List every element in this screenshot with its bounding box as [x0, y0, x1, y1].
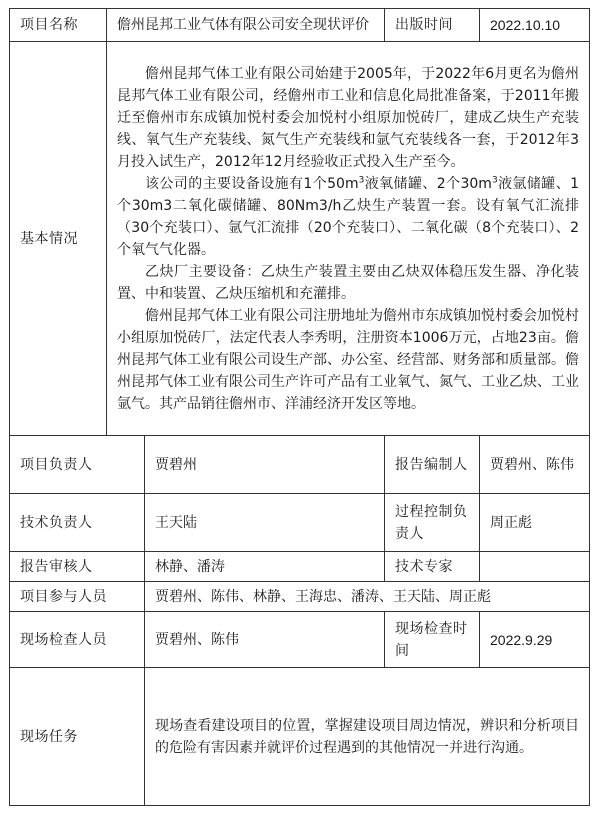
site-inspectors-value: 贾碧州、陈伟 — [145, 612, 385, 668]
publish-date-label: 出版时间 — [385, 9, 480, 42]
report-author-label: 报告编制人 — [385, 436, 480, 494]
table-row — [10, 582, 590, 612]
site-inspection-time-value: 2022.9.29 — [480, 612, 590, 668]
table-row — [10, 494, 590, 552]
project-info-table — [9, 8, 590, 806]
project-members-value: 贾碧州、陈伟、林静、王海忠、潘涛、王天陆、周正彪 — [145, 582, 590, 612]
basic-info-paragraph-3: 乙炔厂主要设备：乙炔生产装置主要由乙炔双体稳压发生器、净化装置、中和装置、乙炔压缩机和充灌排。 — [117, 263, 579, 302]
project-name-label: 项目名称 — [10, 9, 107, 42]
basic-info-label: 基本情况 — [10, 42, 107, 436]
superscript-3: 3 — [358, 174, 365, 185]
site-task-value: 现场查看建设项目的位置，掌握建设项目周边情况，辨识和分析项目的危险有害因素并就评价过程遇到的其他情况一并进行沟通。 — [145, 668, 590, 806]
publish-date-value: 2022.10.10 — [480, 9, 590, 42]
paragraph-2-text-c: 液氩储罐、1个30m3二氧化碳储罐、80Nm3/h乙炔生产装置一套。设有氧气汇流排（30个充装口）、氩气汇流排（20个充装口）、二氧化碳（8个充装口）、2个氧气气化器。 — [117, 175, 579, 258]
basic-info-paragraph-4: 儋州昆邦气体工业有限公司注册地址为儋州市东成镇加悦村委会加悦村小组原加悦砖厂，法定代表人李秀明，注册资本1006万元，占地23亩。儋州昆邦气体工业有限公司设生产部、办公室、经营部、财务部和质量部。儋州昆邦气体工业有限公司生产许可产品有工业氧气、氮气、工业乙炔、工业氩气。其产品销往儋州市、洋浦经济开发区等地。 — [117, 307, 579, 412]
process-control-value: 周正彪 — [480, 494, 590, 552]
tech-leader-label: 技术负责人 — [10, 494, 145, 552]
table-row — [10, 42, 590, 436]
report-author-value: 贾碧州、陈伟 — [480, 436, 590, 494]
report-reviewer-label: 报告审核人 — [10, 552, 145, 582]
site-inspectors-label: 现场检查人员 — [10, 612, 145, 668]
basic-info-paragraph-1: 儋州昆邦气体工业有限公司始建于2005年，于2022年6月更名为儋州昆邦气体工业有限公司，经儋州市工业和信息化局批准备案，于2011年搬迁至儋州市东成镇加悦村委会加悦村小组原加悦砖厂，建成乙炔生产充装线、氧气生产充装线、氮气生产充装线和氩气充装线各一套，于2012年3月投入试生产，2012年12月经验收正式投入生产至今。 — [117, 65, 579, 170]
tech-leader-value: 王天陆 — [145, 494, 385, 552]
project-members-label: 项目参与人员 — [10, 582, 145, 612]
table-row — [10, 668, 590, 806]
tech-expert-value — [480, 552, 590, 582]
tech-expert-label: 技术专家 — [385, 552, 480, 582]
project-leader-label: 项目负责人 — [10, 436, 145, 494]
table-row — [10, 552, 590, 582]
process-control-label: 过程控制负责人 — [385, 494, 480, 552]
paragraph-2-text-b: 液氧储罐、2个30m — [364, 175, 492, 192]
project-leader-value: 贾碧州 — [145, 436, 385, 494]
paragraph-2-text-a: 该公司的主要设备设施有1个50m — [145, 175, 359, 192]
basic-info-paragraph-2 — [117, 173, 579, 261]
superscript-3: 3 — [491, 174, 498, 185]
project-name-value: 儋州昆邦工业气体有限公司安全现状评价 — [107, 9, 385, 42]
table-row — [10, 612, 590, 668]
table-row — [10, 9, 590, 42]
basic-info-content — [107, 42, 590, 436]
site-inspection-time-label: 现场检查时间 — [385, 612, 480, 668]
table-row — [10, 436, 590, 494]
site-task-label: 现场任务 — [10, 668, 145, 806]
report-reviewer-value: 林静、潘涛 — [145, 552, 385, 582]
